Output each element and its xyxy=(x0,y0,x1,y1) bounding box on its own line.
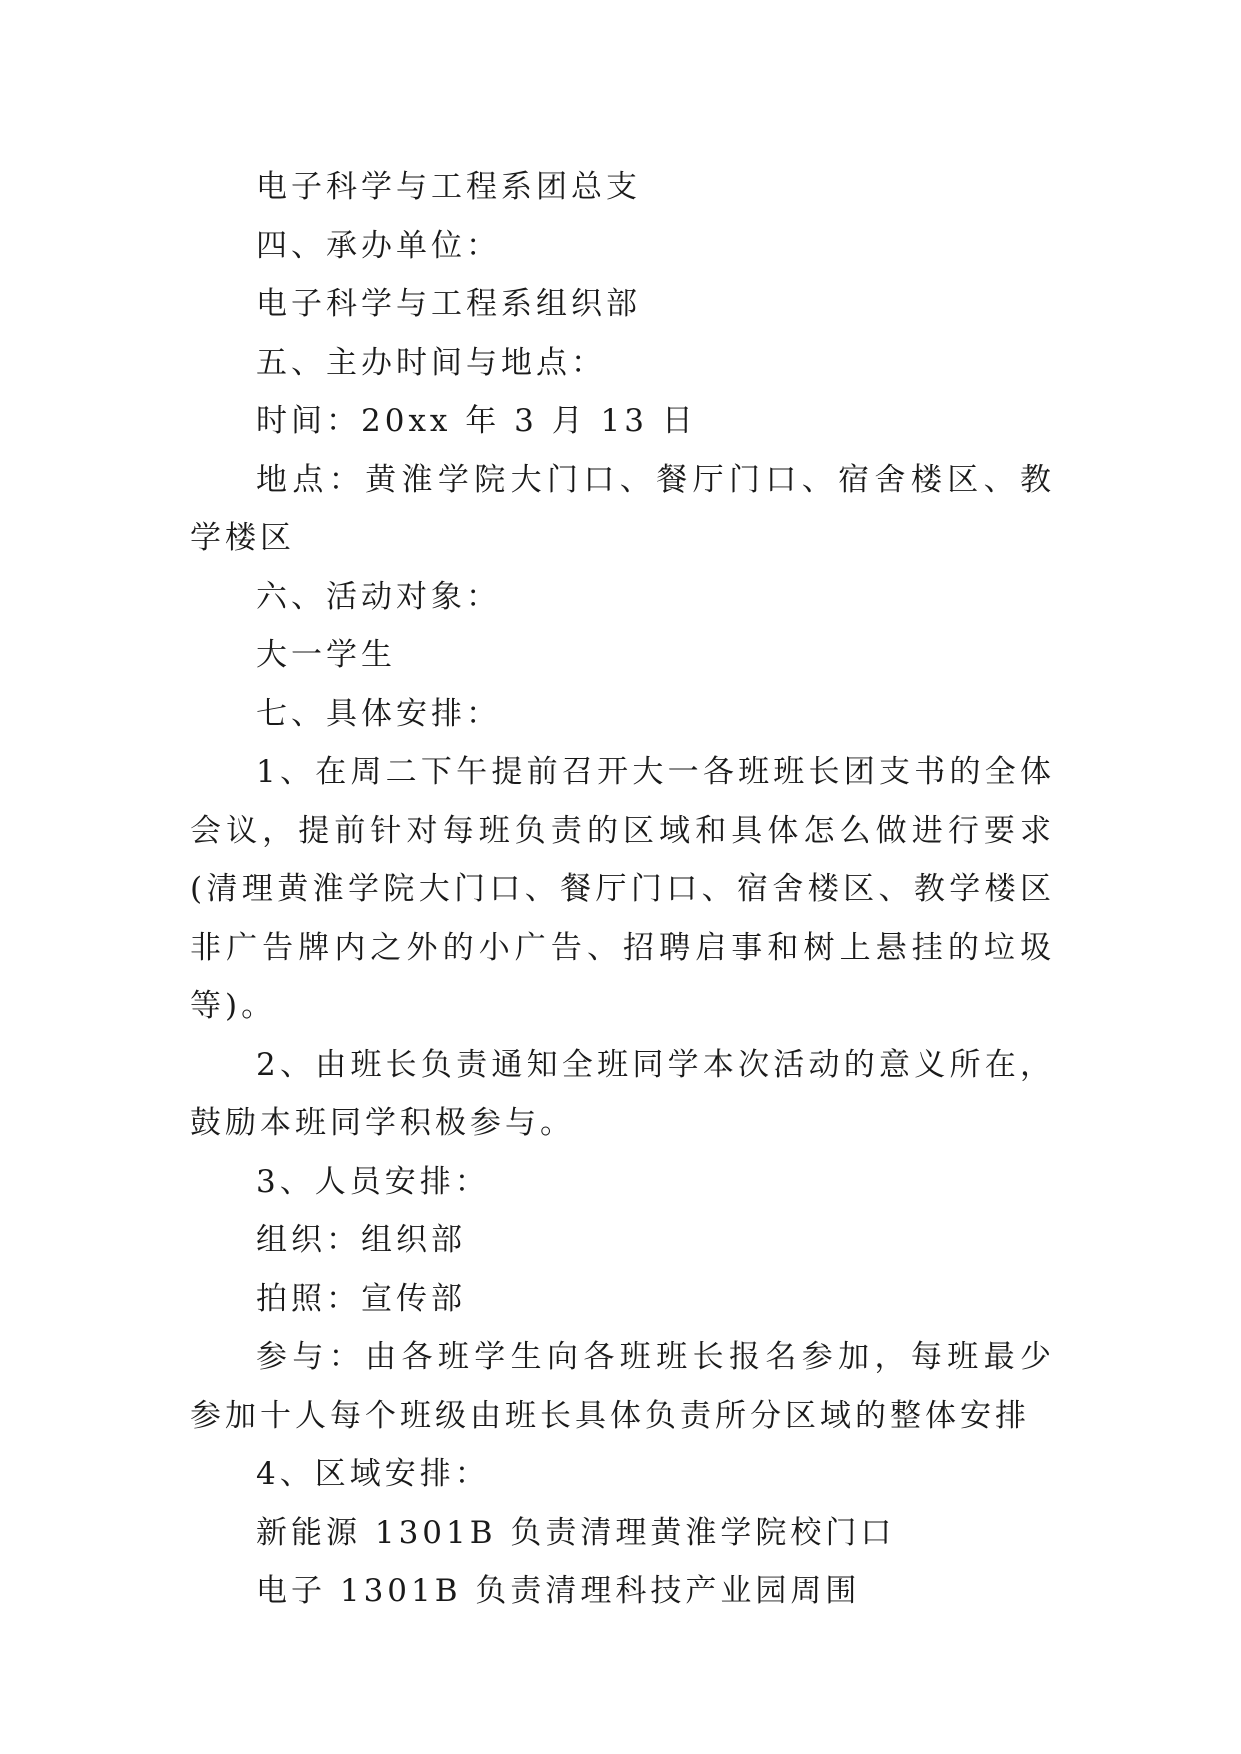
paragraph-time: 时间：20xx 年 3 月 13 日 xyxy=(256,403,697,439)
heading-co-organizer: 四、承办单位： xyxy=(256,227,501,264)
paragraph-participation: 参与：由各班学生向各班班长报名参加，每班最少参加十人每个班级由班长具体负责所分区域的整体安排 xyxy=(190,1339,1055,1434)
heading-time-place: 五、主办时间与地点： xyxy=(256,344,606,381)
paragraph-participants: 大一学生 xyxy=(256,637,396,673)
paragraph-photography: 拍照：宣传部 xyxy=(256,1280,466,1317)
paragraph-organizer: 电子科学与工程系团总支 xyxy=(256,169,641,205)
heading-areas: 4、区域安排： xyxy=(256,1456,490,1492)
paragraph-place: 地点：黄淮学院大门口、餐厅门口、宿舍楼区、教学楼区 xyxy=(190,461,1055,556)
paragraph-area-1: 新能源 1301B 负责清理黄淮学院校门口 xyxy=(256,1514,896,1551)
heading-arrangements: 七、具体安排： xyxy=(256,695,501,732)
heading-participants: 六、活动对象： xyxy=(256,578,501,615)
paragraph-area-2: 电子 1301B 负责清理科技产业园周围 xyxy=(256,1573,861,1609)
paragraph-arrangement-1: 1、在周二下午提前召开大一各班班长团支书的全体会议，提前针对每班负责的区域和具体怎么做进行要求(清理黄淮学院大门口、餐厅门口、宿舍楼区、教学楼区非广告牌内之外的小广告、招聘启事和树上悬挂的垃圾等)。 xyxy=(190,754,1055,1024)
document-body xyxy=(190,158,1055,1621)
paragraph-arrangement-2: 2、由班长负责通知全班同学本次活动的意义所在，鼓励本班同学积极参与。 xyxy=(190,1046,1055,1141)
paragraph-organization: 组织：组织部 xyxy=(256,1222,466,1258)
paragraph-co-organizer: 电子科学与工程系组织部 xyxy=(256,286,641,322)
heading-personnel: 3、人员安排： xyxy=(256,1163,490,1200)
